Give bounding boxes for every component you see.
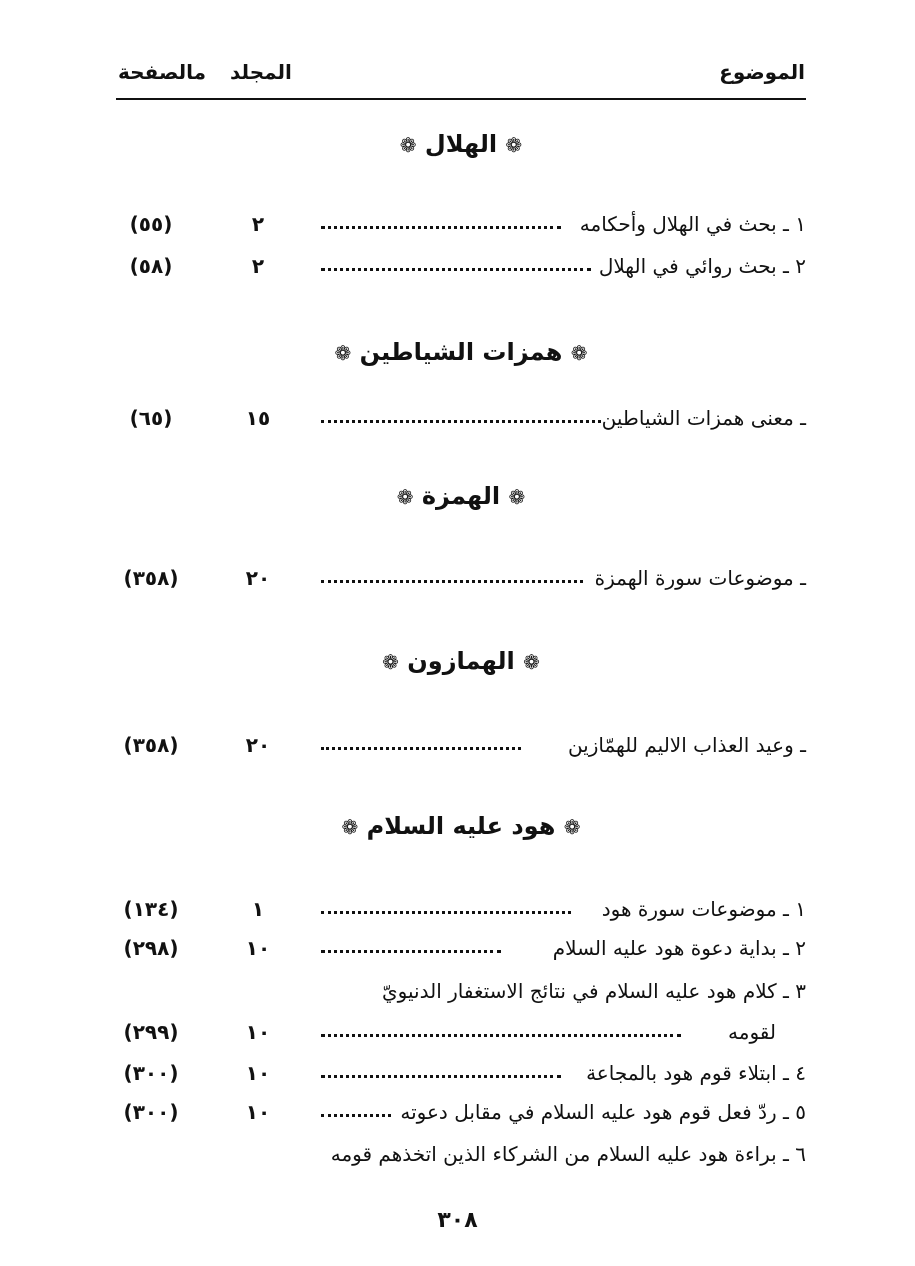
ornament-icon: ❁ bbox=[382, 650, 399, 674]
index-row bbox=[116, 979, 806, 1013]
entry-page: (٥٥) bbox=[129, 212, 173, 236]
ornament-icon: ❁ bbox=[563, 815, 581, 839]
section-heading-hammazun: ❁ الهمازون ❁ bbox=[382, 647, 540, 675]
index-row bbox=[116, 406, 806, 440]
index-row bbox=[116, 936, 806, 970]
section-heading-hud: ❁ هود عليه السلام ❁ bbox=[341, 812, 581, 840]
ornament-icon: ❁ bbox=[396, 485, 414, 509]
ornament-icon: ❁ bbox=[399, 133, 417, 157]
entry-text: ـ موضوعات سورة الهمزة bbox=[594, 566, 806, 590]
dot-leader bbox=[321, 268, 591, 273]
entry-volume: ١٠ bbox=[245, 1100, 271, 1124]
entry-text: لقومه bbox=[728, 1020, 776, 1044]
index-header bbox=[0, 0, 915, 110]
dot-leader bbox=[321, 911, 571, 916]
ornament-icon: ❁ bbox=[508, 485, 526, 509]
header-rule bbox=[116, 98, 806, 100]
index-row bbox=[116, 254, 806, 288]
index-row bbox=[116, 212, 806, 246]
ornament-icon: ❁ bbox=[334, 341, 352, 365]
entry-volume: ٢٠ bbox=[245, 566, 271, 590]
entry-text: ٥ ـ ردّ فعل قوم هود عليه السلام في مقابل دعوته bbox=[400, 1100, 806, 1124]
topic-column-heading: الموضوع bbox=[719, 60, 805, 84]
section-heading-humaza: ❁ الهمزة ❁ bbox=[396, 482, 526, 510]
index-row bbox=[116, 1020, 806, 1054]
entry-volume: ١ bbox=[251, 897, 265, 921]
page-number: ٣٠٨ bbox=[437, 1208, 478, 1233]
dot-leader bbox=[321, 1034, 681, 1039]
entry-page: (٣٠٠) bbox=[123, 1061, 179, 1085]
entry-text: ١ ـ بحث في الهلال وأحكامه bbox=[579, 212, 806, 236]
page-column-heading: مالصفحة bbox=[118, 60, 207, 84]
entry-text: ١ ـ موضوعات سورة هود bbox=[601, 897, 806, 921]
dot-leader bbox=[321, 580, 583, 585]
entry-text: ـ وعيد العذاب الاليم للهمّازين bbox=[567, 733, 806, 757]
entry-volume: ٢ bbox=[251, 212, 265, 236]
section-heading-hamazat: ❁ همزات الشياطين ❁ bbox=[334, 338, 588, 366]
entry-text: ٦ ـ براءة هود عليه السلام من الشركاء الذين اتخذهم قومه bbox=[330, 1142, 806, 1166]
entry-text: ٢ ـ بحث روائي في الهلال bbox=[598, 254, 806, 278]
ornament-icon: ❁ bbox=[505, 133, 523, 157]
index-row bbox=[116, 1142, 806, 1176]
volume-column-heading: المجلد bbox=[230, 60, 292, 84]
dot-leader bbox=[321, 950, 501, 955]
entry-text: ـ معنى همزات الشياطين bbox=[601, 406, 806, 430]
entry-page: (٢٩٩) bbox=[123, 1020, 179, 1044]
index-row bbox=[116, 897, 806, 931]
entry-text: ٢ ـ بداية دعوة هود عليه السلام bbox=[552, 936, 806, 960]
index-row bbox=[116, 566, 806, 600]
dot-leader bbox=[321, 420, 601, 425]
entry-volume: ٢ bbox=[251, 254, 265, 278]
index-row bbox=[116, 1061, 806, 1095]
entry-page: (٣٠٠) bbox=[123, 1100, 179, 1124]
entry-volume: ١٠ bbox=[245, 1061, 271, 1085]
entry-page: (٣٥٨) bbox=[123, 566, 179, 590]
entry-volume: ١٥ bbox=[245, 406, 271, 430]
ornament-icon: ❁ bbox=[341, 815, 359, 839]
entry-volume: ٢٠ bbox=[245, 733, 271, 757]
dot-leader bbox=[321, 747, 521, 752]
entry-volume: ١٠ bbox=[245, 936, 271, 960]
entry-page: (١٣٤) bbox=[123, 897, 179, 921]
ornament-icon: ❁ bbox=[570, 341, 588, 365]
ornament-icon: ❁ bbox=[523, 650, 540, 674]
section-heading-hilal: ❁ الهلال ❁ bbox=[399, 130, 523, 158]
index-row bbox=[116, 1100, 806, 1134]
entry-page: (٣٥٨) bbox=[123, 733, 179, 757]
dot-leader bbox=[321, 1114, 391, 1119]
entry-text: ٤ ـ ابتلاء قوم هود بالمجاعة bbox=[586, 1061, 806, 1085]
entry-page: (٦٥) bbox=[129, 406, 173, 430]
dot-leader bbox=[321, 226, 561, 231]
entry-volume: ١٠ bbox=[245, 1020, 271, 1044]
entry-page: (٢٩٨) bbox=[123, 936, 179, 960]
dot-leader bbox=[321, 1075, 561, 1080]
entry-page: (٥٨) bbox=[129, 254, 173, 278]
entry-text: ٣ ـ كلام هود عليه السلام في نتائج الاستغفار الدنيويّ bbox=[382, 979, 806, 1003]
index-row bbox=[116, 733, 806, 767]
